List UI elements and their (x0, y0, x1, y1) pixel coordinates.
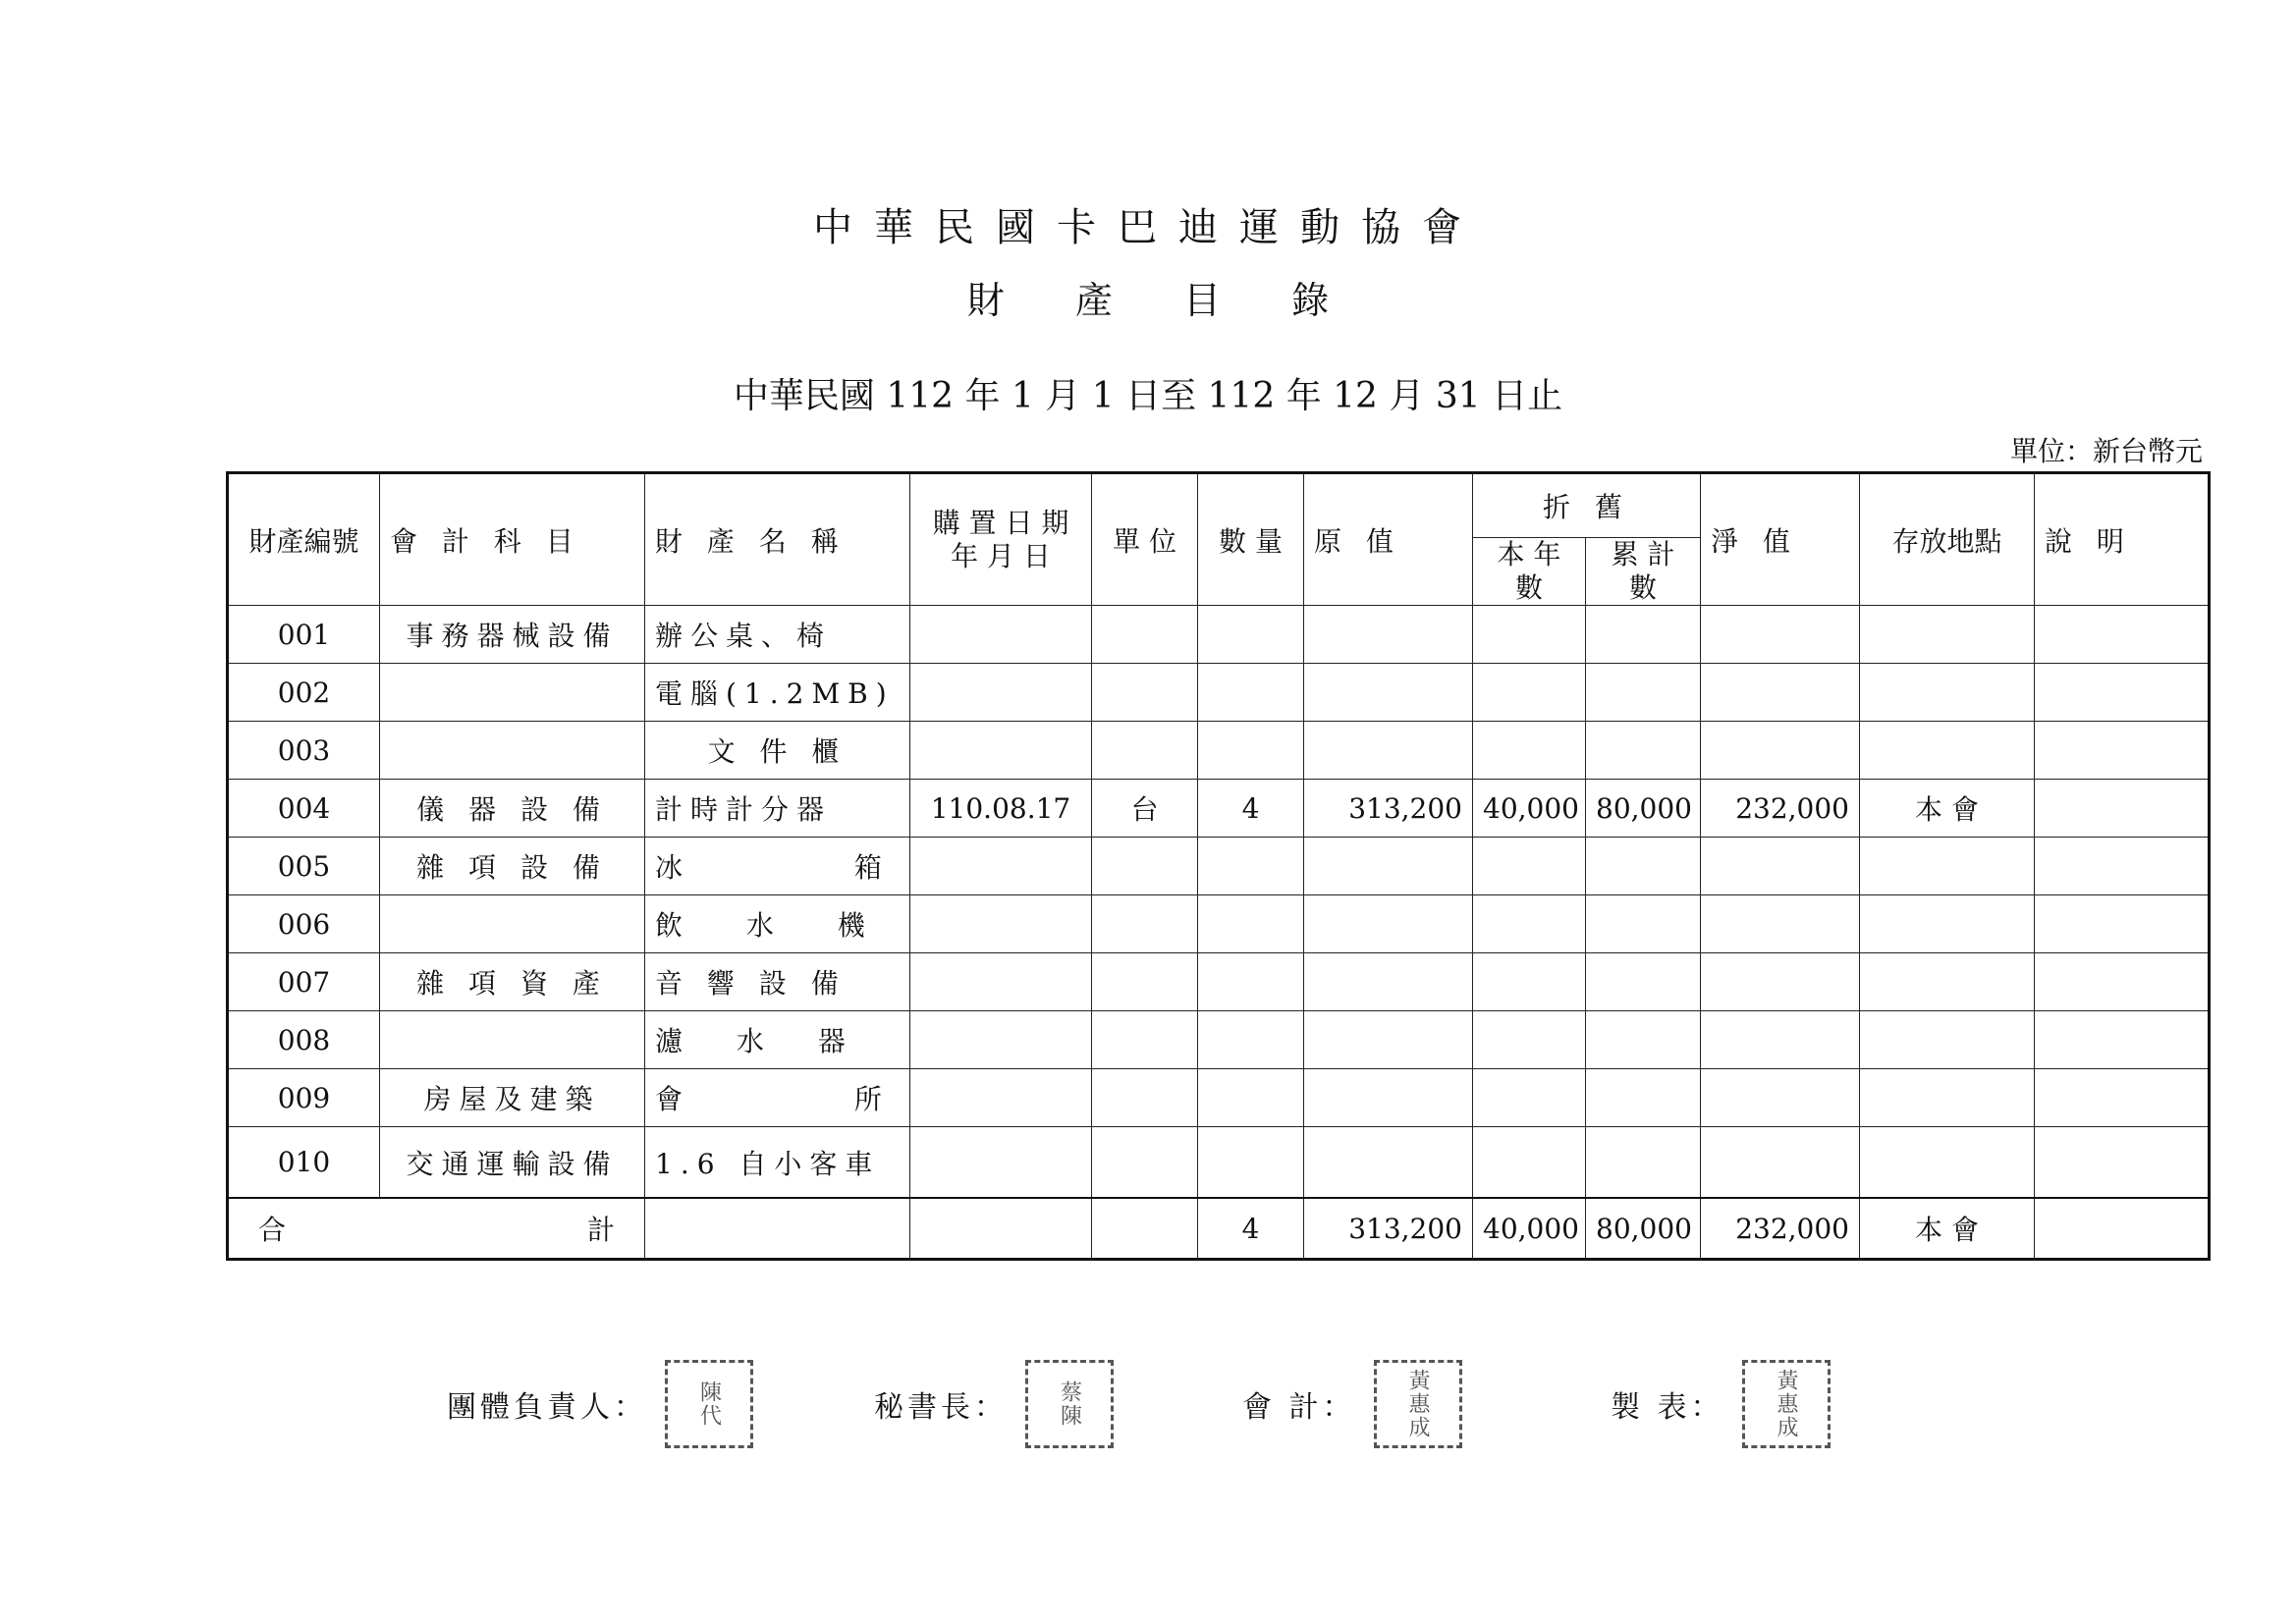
total-net: 232,000 (1701, 1198, 1860, 1260)
total-dep-acc: 80,000 (1586, 1198, 1701, 1260)
cell-date (910, 664, 1092, 722)
cell-qty: 4 (1198, 780, 1304, 838)
cell-qty (1198, 895, 1304, 953)
cell-dep-acc (1586, 895, 1701, 953)
cell-dep-cur (1473, 1127, 1586, 1199)
cell-unit (1092, 838, 1198, 895)
table-row (228, 606, 2210, 664)
total-label-b: 計 (586, 1214, 615, 1246)
total-asset-name (645, 1198, 910, 1260)
cell-qty (1198, 606, 1304, 664)
cell-orig (1304, 1069, 1473, 1127)
cell-dep-cur (1473, 664, 1586, 722)
doc-title: 財 產 目 錄 (966, 279, 1330, 322)
signature-preparer (1611, 1360, 1831, 1448)
cell-qty (1198, 838, 1304, 895)
cell-date (910, 1069, 1092, 1127)
cell-note (2035, 780, 2210, 838)
currency-unit: 單位：新台幣元 (2009, 435, 2203, 467)
cell-account (380, 722, 645, 780)
cell-unit (1092, 606, 1198, 664)
signature-secretary-label: 秘書長： (874, 1390, 1008, 1425)
cell-dep-acc (1586, 664, 1701, 722)
cell-asset-no: 006 (228, 895, 380, 953)
cell-note (2035, 895, 2210, 953)
table-row (228, 664, 2210, 722)
cell-unit (1092, 1069, 1198, 1127)
cell-asset-no: 001 (228, 606, 380, 664)
cell-qty (1198, 722, 1304, 780)
col-dep-current-line1: 本 年 (1497, 538, 1561, 570)
table-row (228, 838, 2210, 895)
col-purchase-date (910, 473, 1092, 606)
cell-unit (1092, 895, 1198, 953)
col-dep-accum-line2: 數 (1628, 571, 1657, 604)
cell-asset-no: 002 (228, 664, 380, 722)
signature-secretary (874, 1360, 1114, 1448)
cell-dep-cur (1473, 1011, 1586, 1069)
total-note (2035, 1198, 2210, 1260)
cell-unit (1092, 664, 1198, 722)
cell-dep-acc (1586, 953, 1701, 1011)
cell-dep-acc (1586, 722, 1701, 780)
cell-note (2035, 1127, 2210, 1199)
cell-dep-acc (1586, 1127, 1701, 1199)
cell-asset-name: 會 所 (645, 1069, 910, 1127)
cell-account: 交通運輸設備 (380, 1127, 645, 1199)
cell-net: 232,000 (1701, 780, 1860, 838)
cell-unit (1092, 722, 1198, 780)
col-original-value: 原 值 (1304, 473, 1473, 606)
table-row (228, 722, 2210, 780)
cell-qty (1198, 953, 1304, 1011)
cell-net (1701, 1011, 1860, 1069)
col-net-value: 淨 值 (1701, 473, 1860, 606)
table-row (228, 780, 2210, 838)
table-row (228, 1011, 2210, 1069)
signature-block (0, 1360, 2296, 1468)
cell-asset-no: 005 (228, 838, 380, 895)
cell-net (1701, 606, 1860, 664)
cell-dep-cur (1473, 895, 1586, 953)
total-qty: 4 (1198, 1198, 1304, 1260)
asset-ledger-table (226, 471, 2211, 1261)
cell-net (1701, 664, 1860, 722)
cell-note (2035, 953, 2210, 1011)
cell-loc (1860, 1127, 2035, 1199)
cell-net (1701, 1127, 1860, 1199)
cell-net (1701, 722, 1860, 780)
cell-asset-no: 010 (228, 1127, 380, 1199)
cell-qty (1198, 664, 1304, 722)
cell-loc (1860, 895, 2035, 953)
col-dep-accum (1586, 538, 1701, 606)
cell-asset-no: 007 (228, 953, 380, 1011)
cell-account: 儀 器 設 備 (380, 780, 645, 838)
cell-loc (1860, 838, 2035, 895)
cell-unit (1092, 953, 1198, 1011)
cell-date (910, 953, 1092, 1011)
cell-date (910, 895, 1092, 953)
cell-net (1701, 953, 1860, 1011)
col-purchase-date-line2: 年 月 日 (951, 539, 1051, 572)
cell-asset-name: 濾 水 器 (645, 1011, 910, 1069)
cell-dep-cur (1473, 1069, 1586, 1127)
total-dep-cur: 40,000 (1473, 1198, 1586, 1260)
total-date (910, 1198, 1092, 1260)
cell-qty (1198, 1069, 1304, 1127)
cell-note (2035, 606, 2210, 664)
col-dep-accum-line1: 累 計 (1611, 538, 1675, 570)
total-label-a: 合 (258, 1214, 287, 1246)
seal-stamp-icon: 黃惠成 (1742, 1360, 1831, 1448)
signature-preparer-label: 製 表： (1611, 1390, 1724, 1425)
col-location: 存放地點 (1860, 473, 2035, 606)
signature-leader (447, 1360, 753, 1448)
cell-asset-name: 飲 水 機 (645, 895, 910, 953)
cell-date (910, 1011, 1092, 1069)
cell-asset-no: 009 (228, 1069, 380, 1127)
cell-asset-no: 003 (228, 722, 380, 780)
cell-account (380, 664, 645, 722)
cell-dep-cur (1473, 722, 1586, 780)
cell-dep-acc: 80,000 (1586, 780, 1701, 838)
cell-net (1701, 1069, 1860, 1127)
col-account: 會 計 科 目 (380, 473, 645, 606)
cell-orig (1304, 1127, 1473, 1199)
cell-dep-cur: 40,000 (1473, 780, 1586, 838)
cell-note (2035, 1069, 2210, 1127)
cell-orig (1304, 664, 1473, 722)
cell-orig: 313,200 (1304, 780, 1473, 838)
total-loc: 本 會 (1860, 1198, 2035, 1260)
col-dep-current (1473, 538, 1586, 606)
col-unit: 單 位 (1092, 473, 1198, 606)
cell-account (380, 895, 645, 953)
cell-account: 雜 項 設 備 (380, 838, 645, 895)
cell-asset-name: 文 件 櫃 (645, 722, 910, 780)
seal-stamp-icon: 黃惠成 (1374, 1360, 1462, 1448)
cell-note (2035, 664, 2210, 722)
table-row (228, 1127, 2210, 1199)
cell-asset-name: 冰 箱 (645, 838, 910, 895)
table-row (228, 953, 2210, 1011)
cell-qty (1198, 1011, 1304, 1069)
total-label (228, 1198, 645, 1260)
cell-date (910, 722, 1092, 780)
cell-dep-acc (1586, 1011, 1701, 1069)
col-remarks: 說 明 (2035, 473, 2210, 606)
col-dep-current-line2: 數 (1514, 571, 1543, 604)
signature-accountant (1242, 1360, 1462, 1448)
cell-asset-name: 音 響 設 備 (645, 953, 910, 1011)
cell-note (2035, 722, 2210, 780)
signature-accountant-label: 會 計： (1242, 1390, 1356, 1425)
col-asset-name: 財 產 名 稱 (645, 473, 910, 606)
cell-asset-name: 電腦(1.2MB) (645, 664, 910, 722)
cell-orig (1304, 606, 1473, 664)
cell-asset-no: 004 (228, 780, 380, 838)
cell-date (910, 606, 1092, 664)
cell-dep-acc (1586, 1069, 1701, 1127)
org-name: 中華民國卡巴迪運動協會 (813, 205, 1483, 250)
col-purchase-date-line1: 購 置 日 期 (932, 506, 1069, 539)
cell-loc: 本 會 (1860, 780, 2035, 838)
cell-orig (1304, 1011, 1473, 1069)
cell-net (1701, 838, 1860, 895)
col-quantity: 數 量 (1198, 473, 1304, 606)
cell-loc (1860, 1069, 2035, 1127)
cell-loc (1860, 722, 2035, 780)
cell-orig (1304, 953, 1473, 1011)
cell-loc (1860, 606, 2035, 664)
cell-unit: 台 (1092, 780, 1198, 838)
signature-leader-label: 團體負責人： (447, 1390, 647, 1425)
seal-stamp-icon: 陳代 (665, 1360, 753, 1448)
cell-qty (1198, 1127, 1304, 1199)
cell-orig (1304, 722, 1473, 780)
cell-unit (1092, 1127, 1198, 1199)
cell-note (2035, 838, 2210, 895)
cell-dep-cur (1473, 953, 1586, 1011)
table-row (228, 1069, 2210, 1127)
cell-orig (1304, 895, 1473, 953)
cell-loc (1860, 953, 2035, 1011)
cell-date (910, 838, 1092, 895)
cell-account: 房屋及建築 (380, 1069, 645, 1127)
cell-account (380, 1011, 645, 1069)
cell-dep-cur (1473, 838, 1586, 895)
cell-unit (1092, 1011, 1198, 1069)
cell-dep-acc (1586, 606, 1701, 664)
cell-loc (1860, 1011, 2035, 1069)
seal-stamp-icon: 蔡陳 (1025, 1360, 1114, 1448)
report-period: 中華民國 112 年 1 月 1 日至 112 年 12 月 31 日止 (733, 376, 1563, 416)
cell-date (910, 1127, 1092, 1199)
cell-dep-acc (1586, 838, 1701, 895)
total-row (228, 1198, 2210, 1260)
col-asset-no: 財產編號 (228, 473, 380, 606)
table-row (228, 895, 2210, 953)
cell-asset-no: 008 (228, 1011, 380, 1069)
col-depreciation: 折 舊 (1473, 473, 1701, 538)
cell-note (2035, 1011, 2210, 1069)
cell-net (1701, 895, 1860, 953)
cell-asset-name: 計時計分器 (645, 780, 910, 838)
cell-asset-name: 辦公桌、椅 (645, 606, 910, 664)
cell-account: 雜 項 資 產 (380, 953, 645, 1011)
cell-loc (1860, 664, 2035, 722)
cell-asset-name: 1.6 自小客車 (645, 1127, 910, 1199)
cell-account: 事務器械設備 (380, 606, 645, 664)
cell-orig (1304, 838, 1473, 895)
total-unit (1092, 1198, 1198, 1260)
total-orig: 313,200 (1304, 1198, 1473, 1260)
cell-dep-cur (1473, 606, 1586, 664)
cell-date: 110.08.17 (910, 780, 1092, 838)
